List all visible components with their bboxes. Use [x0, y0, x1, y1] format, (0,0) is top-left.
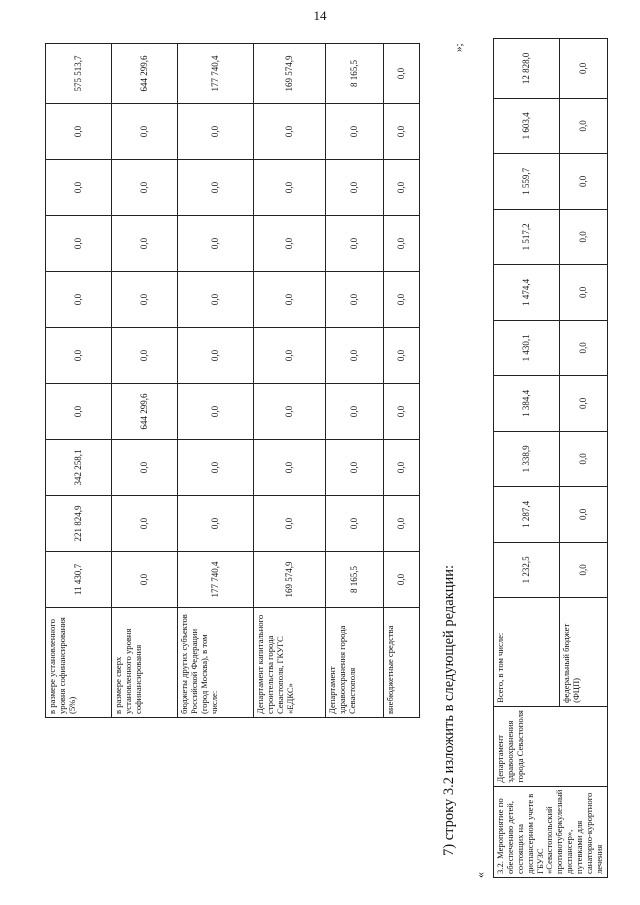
amount-cell: 0,0	[384, 328, 420, 384]
amount-cell: 0,0	[384, 160, 420, 216]
amount-cell: 8 165,5	[326, 552, 384, 608]
amount-cell: 1 474,4	[494, 265, 560, 321]
amount-cell: 0,0	[46, 216, 112, 272]
amount-cell: 0,0	[112, 160, 178, 216]
amount-cell: 0,0	[46, 104, 112, 160]
amount-cell: 0,0	[46, 160, 112, 216]
amount-cell: 0,0	[560, 154, 607, 210]
amount-cell: 0,0	[560, 39, 607, 99]
amount-cell: 1 603,4	[494, 98, 560, 154]
amount-cell: 0,0	[384, 440, 420, 496]
amount-cell: 12 828,0	[494, 39, 560, 99]
amount-cell: 0,0	[326, 440, 384, 496]
amount-cell: 0,0	[254, 272, 326, 328]
amount-cell: 0,0	[326, 216, 384, 272]
amount-cell: 0,0	[254, 216, 326, 272]
amount-cell: 0,0	[384, 44, 420, 104]
table-row	[46, 44, 112, 718]
amount-cell: 0,0	[178, 496, 254, 552]
instruction-text: 7) строку 3.2 изложить в следующей редакции:	[441, 564, 457, 856]
row-3-2-table	[493, 38, 608, 878]
amount-cell: 0,0	[178, 160, 254, 216]
amount-cell: 0,0	[178, 104, 254, 160]
amount-cell: 1 287,4	[494, 487, 560, 543]
amount-cell: 0,0	[46, 272, 112, 328]
amount-cell: 0,0	[112, 552, 178, 608]
amount-cell: 0,0	[254, 384, 326, 440]
amount-cell: 0,0	[560, 487, 607, 543]
page-number: 14	[313, 8, 327, 23]
amount-cell: 0,0	[560, 98, 607, 154]
funding-source-label: Всего, в том числе:	[494, 598, 560, 707]
amount-cell: 1 232,5	[494, 542, 560, 598]
amount-cell: 0,0	[326, 104, 384, 160]
amount-cell: 0,0	[178, 328, 254, 384]
amount-cell: 0,0	[560, 431, 607, 487]
funding-source-label: федеральный бюджет (ФЦП)	[560, 598, 607, 707]
amount-cell: 575 513,7	[46, 44, 112, 104]
amount-cell: 0,0	[254, 440, 326, 496]
amount-cell: 0,0	[178, 272, 254, 328]
amount-cell: 1 559,7	[494, 154, 560, 210]
amount-cell: 0,0	[384, 384, 420, 440]
amount-cell: 0,0	[384, 216, 420, 272]
amount-cell: 1 384,4	[494, 376, 560, 432]
amount-cell: 11 430,7	[46, 552, 112, 608]
table-row	[112, 44, 178, 718]
amount-cell: 0,0	[326, 328, 384, 384]
amount-cell: 0,0	[384, 272, 420, 328]
amount-cell: 0,0	[112, 272, 178, 328]
amount-cell: 177 740,4	[178, 44, 254, 104]
amount-cell: 0,0	[384, 104, 420, 160]
amount-cell: 0,0	[254, 160, 326, 216]
amount-cell: 342 258,1	[46, 440, 112, 496]
amount-cell: 0,0	[560, 265, 607, 321]
amount-cell: 221 824,9	[46, 496, 112, 552]
amount-cell: 0,0	[178, 216, 254, 272]
executor-name: Департамент здравоохранения города Севастополя	[494, 706, 608, 786]
amount-cell: 644 299,6	[112, 384, 178, 440]
amount-cell: 0,0	[384, 552, 420, 608]
funding-source-label: в размере сверх установленного уровня софинансирования	[112, 608, 178, 718]
table-row	[326, 44, 384, 718]
amount-cell: 0,0	[112, 440, 178, 496]
amount-cell: 0,0	[112, 328, 178, 384]
table-row	[254, 44, 326, 718]
table-row	[178, 44, 254, 718]
amount-cell: 169 574,9	[254, 552, 326, 608]
amount-cell: 0,0	[46, 384, 112, 440]
funding-source-label: Департамент здравоохранения города Севастополя	[326, 608, 384, 718]
amount-cell: 0,0	[326, 272, 384, 328]
funding-source-label: в размере установленного уровня софинансирования (5%)	[46, 608, 112, 718]
amount-cell: 0,0	[254, 104, 326, 160]
funding-source-label: бюджеты других субъектов Российской Федерации (город Москва), в том числе:	[178, 608, 254, 718]
amount-cell: 0,0	[178, 440, 254, 496]
amount-cell: 1 338,9	[494, 431, 560, 487]
amount-cell: 0,0	[254, 328, 326, 384]
funding-table-continuation	[45, 43, 420, 718]
amount-cell: 0,0	[46, 328, 112, 384]
closing-quote: »;	[453, 43, 465, 52]
amount-cell: 0,0	[254, 496, 326, 552]
amount-cell: 0,0	[384, 496, 420, 552]
amount-cell: 0,0	[560, 542, 607, 598]
amount-cell: 0,0	[560, 320, 607, 376]
amount-cell: 0,0	[326, 160, 384, 216]
amount-cell: 0,0	[178, 384, 254, 440]
amount-cell: 0,0	[326, 496, 384, 552]
amount-cell: 0,0	[560, 209, 607, 265]
amount-cell: 1 430,1	[494, 320, 560, 376]
table-row	[384, 44, 420, 718]
opening-quote: «	[473, 872, 487, 878]
amount-cell: 177 740,4	[178, 552, 254, 608]
amount-cell: 0,0	[112, 496, 178, 552]
amount-cell: 0,0	[326, 384, 384, 440]
rotated-content	[45, 38, 605, 878]
amount-cell: 644 299,6	[112, 44, 178, 104]
amount-cell: 0,0	[112, 104, 178, 160]
amount-cell: 0,0	[560, 376, 607, 432]
amount-cell: 1 517,2	[494, 209, 560, 265]
amount-cell: 8 165,5	[326, 44, 384, 104]
funding-source-label: Департамент капитального строительства города Севастополя, ГКУГС «ЕДКС»	[254, 608, 326, 718]
measure-name: 3.2. Мероприятие по обеспечению детей, состоящих на диспансерном учете в ГБУЗС «Севастопольский противотуберкулезный диспансер», путевками для санаторно-курортного лечения	[494, 786, 608, 877]
amount-cell: 0,0	[112, 216, 178, 272]
table-row	[494, 39, 560, 878]
funding-source-label: внебюджетные средства	[384, 608, 420, 718]
amount-cell: 169 574,9	[254, 44, 326, 104]
